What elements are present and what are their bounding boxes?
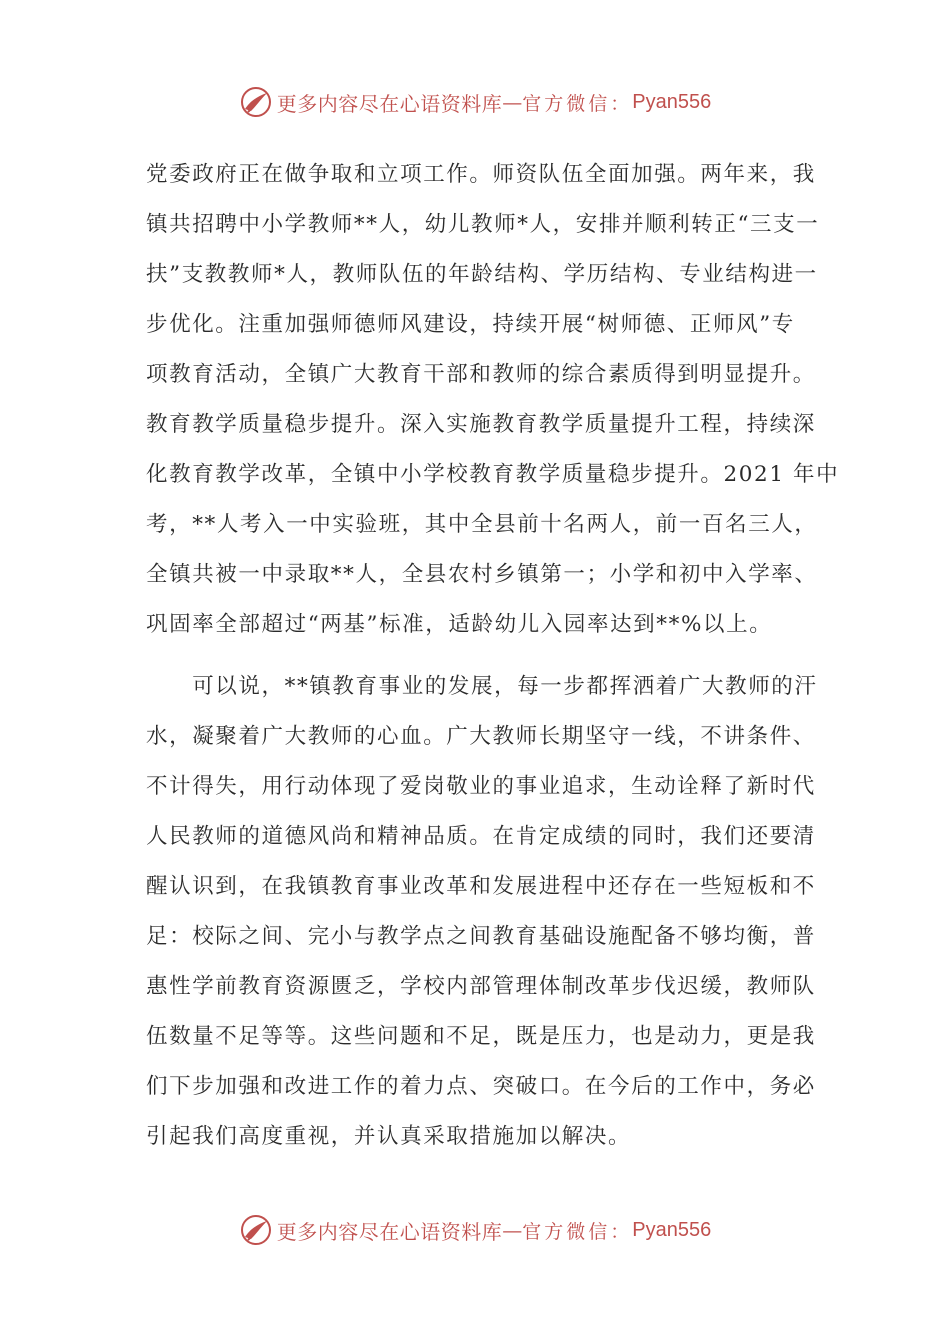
text-line: 扶”支教教师*人，教师队伍的年龄结构、学历结构、专业结构进一 xyxy=(146,262,818,287)
footer-banner xyxy=(0,1210,950,1250)
document-body xyxy=(146,150,840,1162)
text-line: 水，凝聚着广大教师的心血。广大教师长期坚守一线，不讲条件、 xyxy=(146,724,816,749)
paragraph-2 xyxy=(146,662,818,1162)
text-line: 项教育活动，全镇广大教育干部和教师的综合素质得到明显提升。 xyxy=(146,362,816,387)
text-line: 考，**人考入一中实验班，其中全县前十名两人，前一百名三人， xyxy=(146,512,818,537)
text-line: 不计得失，用行动体现了爱岗敬业的事业追求，生动诠释了新时代 xyxy=(146,774,816,799)
text-line: 人民教师的道德风尚和精神品质。在肯定成绩的同时，我们还要清 xyxy=(146,824,816,849)
paragraph-gap xyxy=(146,650,806,662)
paragraph-1 xyxy=(146,150,840,650)
text-line: 化教育教学改革，全镇中小学校教育教学质量稳步提升。2021 年中 xyxy=(146,462,840,487)
text-line: 惠性学前教育资源匮乏，学校内部管理体制改革步伐迟缓，教师队 xyxy=(146,974,816,999)
text-line: 可以说，**镇教育事业的发展，每一步都挥洒着广大教师的汗 xyxy=(146,674,818,699)
text-line: 醒认识到，在我镇教育事业改革和发展进程中还存在一些短板和不 xyxy=(146,874,816,899)
banner-wechat-label: 官方微信： xyxy=(522,92,633,115)
pen-nib-logo-icon xyxy=(239,85,273,119)
header-banner xyxy=(0,82,950,122)
banner-wechat-label: 官方微信： xyxy=(522,1220,633,1243)
banner-dash: — xyxy=(502,90,523,114)
banner-title: 更多内容尽在心语资料库 xyxy=(276,1219,503,1244)
text-line: 教育教学质量稳步提升。深入实施教育教学质量提升工程，持续深 xyxy=(146,412,816,437)
banner-dash: — xyxy=(502,1218,523,1242)
text-line: 足：校际之间、完小与教学点之间教育基础设施配备不够均衡，普 xyxy=(146,924,816,949)
text-line: 党委政府正在做争取和立项工作。师资队伍全面加强。两年来，我 xyxy=(146,162,816,187)
text-line: 伍数量不足等等。这些问题和不足，既是压力，也是动力，更是我 xyxy=(146,1024,816,1049)
banner-wechat-id: Pyan556 xyxy=(632,1218,712,1241)
text-line: 们下步加强和改进工作的着力点、突破口。在今后的工作中，务必 xyxy=(146,1074,816,1099)
banner-title: 更多内容尽在心语资料库 xyxy=(276,91,503,116)
text-line: 巩固率全部超过“两基”标准，适龄幼儿入园率达到**%以上。 xyxy=(146,612,773,637)
text-line: 步优化。注重加强师德师风建设，持续开展“树师德、正师风”专 xyxy=(146,312,795,337)
text-line: 引起我们高度重视，并认真采取措施加以解决。 xyxy=(146,1124,632,1149)
text-line: 镇共招聘中小学教师**人，幼儿教师*人，安排并顺利转正“三支一 xyxy=(146,212,820,237)
pen-nib-logo-icon xyxy=(239,1213,273,1247)
text-line: 全镇共被一中录取**人，全县农村乡镇第一；小学和初中入学率、 xyxy=(146,562,818,587)
banner-wechat-id: Pyan556 xyxy=(632,90,712,113)
